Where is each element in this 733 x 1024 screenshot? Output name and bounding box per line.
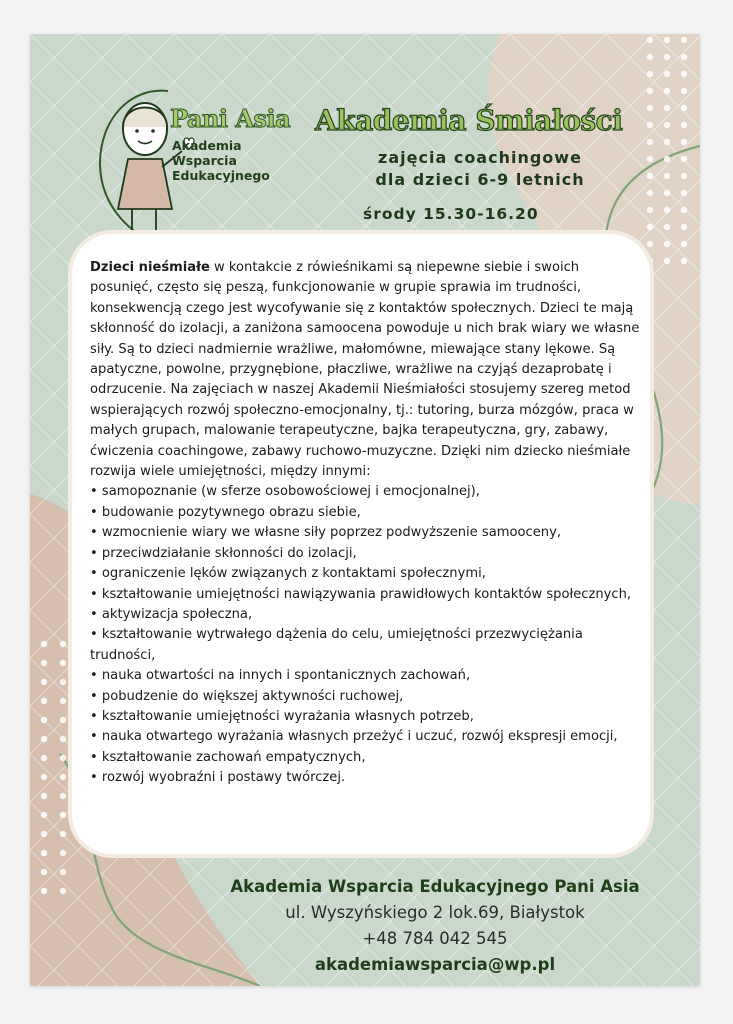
decor-dot	[41, 717, 47, 723]
list-item: • samopoznanie (w sferze osobowościowej i emocjonalnej),	[90, 484, 480, 500]
decor-dot	[41, 679, 47, 685]
decor-dot	[664, 122, 670, 128]
brand-sub-line: Wsparcia	[172, 153, 237, 168]
decor-dot	[60, 793, 66, 799]
decor-dot	[60, 755, 66, 761]
list-item: • kształtowanie umiejętności nawiązywania prawidłowych kontaktów społecznych,	[90, 586, 632, 602]
decor-dot	[681, 190, 687, 196]
decor-dot	[681, 88, 687, 94]
decor-dot	[647, 37, 653, 43]
list-item: • nauka otwartego wyrażania własnych przeżyć i uczuć, rozwój ekspresji emocji,	[90, 729, 618, 745]
subtitle	[330, 147, 630, 191]
decor-dot	[41, 774, 47, 780]
decor-dot	[664, 190, 670, 196]
brand-sub-line: Akademia	[172, 138, 242, 153]
org-name: Akademia Wsparcia Edukacyjnego Pani Asia	[230, 877, 640, 896]
decor-dot	[60, 641, 66, 647]
decor-dot	[681, 156, 687, 162]
brand-subtitle	[172, 138, 312, 183]
decor-dot	[647, 156, 653, 162]
decor-dot	[664, 156, 670, 162]
decor-dot	[60, 698, 66, 704]
decor-dot	[60, 831, 66, 837]
benefits-list	[90, 482, 640, 788]
list-item: • wzmocnienie wiary we własne siły poprzez podwyższenie samooceny,	[90, 525, 561, 541]
brand-sub-line: Edukacyjnego	[172, 168, 270, 183]
decor-dot	[664, 224, 670, 230]
content-card	[72, 234, 650, 854]
decor-dot	[41, 660, 47, 666]
decor-dot	[681, 122, 687, 128]
decor-dot	[647, 71, 653, 77]
decor-dot	[647, 139, 653, 145]
decor-dot	[681, 54, 687, 60]
schedule: środy 15.30-16.20	[363, 205, 539, 223]
lead-bold: Dzieci nieśmiałe	[90, 260, 210, 275]
subtitle-line: zajęcia coachingowe	[378, 148, 582, 167]
decor-dot	[60, 660, 66, 666]
lead-rest: w kontakcie z rówieśnikami są niepewne siebie i swoich posunięć, często się peszą, funkcjonowanie w grupie sprawia im trudności, konsekwencją czego jest wycofywanie się z kontaktów społecznych. Dzieci te mają skłonność do izolacji, a zaniżona samoocena powoduje u nich brak wiary we własne siły. Są to dzieci nadmiernie wrażliwe, małomówne, miewające stany lękowe. Są apatyczne, powolne, przygnębione, płaczliwe, wrażliwe na czyjąś dezaprobatę i odrzucenie. Na zajęciach w naszej Akademii Nieśmiałości stosujemy szereg metod wspierających rozwój społeczno-emocjonalny, tj.: tutoring, burza mózgów, praca w małych grupach, malowanie terapeutyczne, bajka terapeutyczna, gry, zabawy, ćwiczenia coachingowe, zabawy ruchowo-muzyczne. Dzięki nim dziecko nieśmiałe rozwija wiele umiejętności, między innymi:	[90, 260, 640, 480]
list-item: • pobudzenie do większej aktywności ruchowej,	[90, 688, 404, 704]
decor-dot	[664, 207, 670, 213]
decor-dot	[647, 190, 653, 196]
decor-dot	[681, 37, 687, 43]
phone[interactable]: +48 784 042 545	[362, 929, 508, 948]
decor-dot	[664, 71, 670, 77]
email-link[interactable]: akademiawsparcia@wp.pl	[314, 955, 556, 974]
decor-dot	[60, 717, 66, 723]
decor-dot	[41, 831, 47, 837]
decor-dot	[681, 105, 687, 111]
decor-dot	[41, 812, 47, 818]
brand-name: Pani Asia	[170, 104, 291, 133]
decor-dot	[647, 105, 653, 111]
decor-dot	[681, 241, 687, 247]
list-item: • rozwój wyobraźni i postawy twórczej.	[90, 770, 346, 786]
page-title: Akademia Śmiałości	[315, 104, 623, 137]
decor-dot	[681, 173, 687, 179]
decor-dot	[647, 224, 653, 230]
intro-paragraph	[90, 258, 640, 482]
decor-dot	[647, 173, 653, 179]
decor-dot	[664, 241, 670, 247]
decor-dot	[41, 869, 47, 875]
decor-dot	[41, 755, 47, 761]
decor-dot	[647, 122, 653, 128]
decor-dot	[664, 37, 670, 43]
decor-dot	[681, 224, 687, 230]
poster	[30, 34, 700, 986]
decor-dot	[681, 207, 687, 213]
decor-dot	[647, 207, 653, 213]
decor-dot	[647, 241, 653, 247]
decor-dot	[60, 850, 66, 856]
decor-dot	[60, 812, 66, 818]
list-item: • przeciwdziałanie skłonności do izolacji,	[90, 545, 357, 561]
decor-dot	[681, 71, 687, 77]
decor-dot	[647, 88, 653, 94]
decor-dot	[647, 54, 653, 60]
subtitle-line: dla dzieci 6-9 letnich	[375, 170, 585, 189]
list-item: • kształtowanie wytrwałego dążenia do celu, umiejętności przezwyciężania trudności,	[90, 627, 583, 663]
decor-dot	[681, 258, 687, 264]
address: ul. Wyszyńskiego 2 lok.69, Białystok	[285, 903, 585, 922]
decor-dot	[664, 139, 670, 145]
decor-dot	[60, 679, 66, 685]
decor-dot	[41, 888, 47, 894]
decor-dot	[681, 139, 687, 145]
list-item: • kształtowanie zachowań empatycznych,	[90, 749, 366, 765]
list-item: • ograniczenie lęków związanych z kontaktami społecznymi,	[90, 566, 486, 582]
content-text	[90, 258, 640, 789]
list-item: • nauka otwartości na innych i spontanicznych zachowań,	[90, 668, 471, 684]
decor-dot	[41, 698, 47, 704]
decor-dot	[60, 736, 66, 742]
decor-dot	[664, 258, 670, 264]
decor-dot	[41, 793, 47, 799]
list-item: • budowanie pozytywnego obrazu siebie,	[90, 504, 361, 520]
decor-dot	[41, 736, 47, 742]
decor-dot	[664, 173, 670, 179]
decor-dot	[60, 869, 66, 875]
decor-dot	[60, 774, 66, 780]
decor-dot	[664, 105, 670, 111]
decor-dot	[664, 88, 670, 94]
decor-dot	[41, 641, 47, 647]
decor-dot	[41, 850, 47, 856]
list-item: • kształtowanie umiejętności wyrażania własnych potrzeb,	[90, 708, 474, 724]
decor-dot	[664, 54, 670, 60]
footer	[200, 874, 670, 978]
decor-dot	[60, 888, 66, 894]
list-item: • aktywizacja społeczna,	[90, 606, 253, 622]
